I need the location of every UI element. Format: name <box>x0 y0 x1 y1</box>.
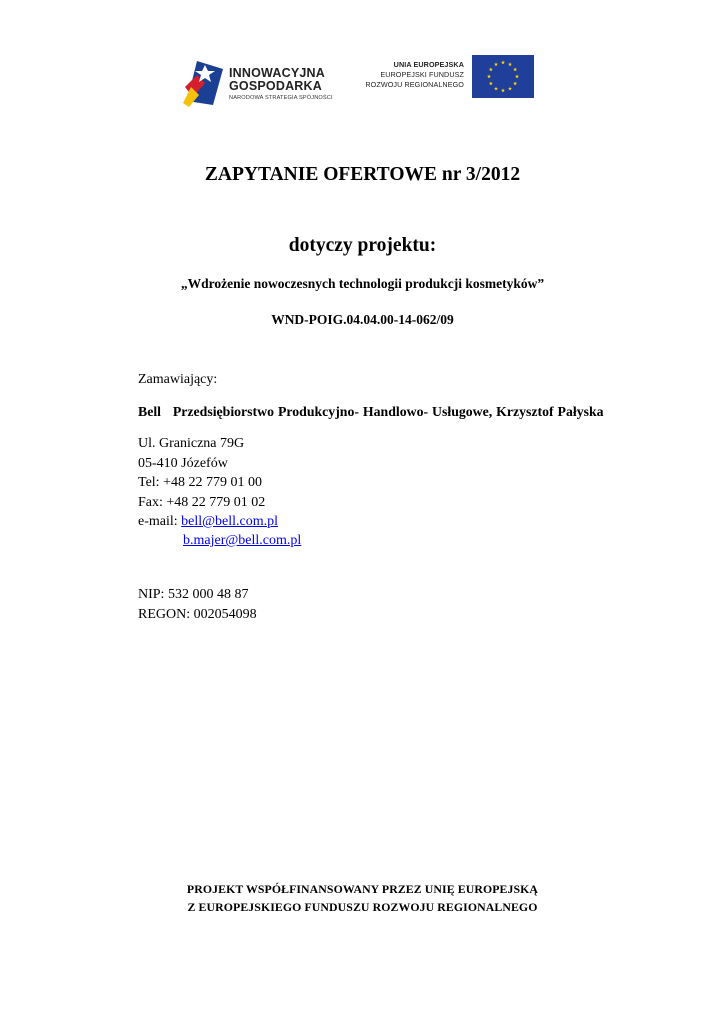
eu-logo-text <box>340 60 464 90</box>
innowacyjna-gospodarka-logo <box>183 57 348 109</box>
email-link-bell[interactable]: bell@bell.com.pl <box>181 514 279 529</box>
email-link-majer[interactable]: b.majer@bell.com.pl <box>183 533 302 548</box>
company-name <box>138 404 604 420</box>
phone-number: Tel: +48 22 779 01 00 <box>138 475 262 490</box>
project-name: „Wdrożenie nowoczesnych technologii produkcji kosmetyków” <box>180 276 545 291</box>
ig-logo-line2: GOSPODARKA <box>229 79 322 93</box>
document-title: ZAPYTANIE OFERTOWE nr 3/2012 <box>204 164 521 185</box>
regon-number: REGON: 002054098 <box>138 607 257 622</box>
footer-cofinancing <box>0 880 725 916</box>
company-full-name: Przedsiębiorstwo Produkcyjno- Handlowo- Usługowe, Krzysztof Pałyska <box>172 404 604 419</box>
company-short-name: Bell <box>138 404 161 419</box>
eu-logo-line3: ROZWOJU REGIONALNEGO <box>365 80 464 89</box>
footer-line1: PROJEKT WSPÓŁFINANSOWANY PRZEZ UNIĘ EUROPEJSKĄ <box>186 882 539 896</box>
ig-logo-line3: NARODOWA STRATEGIA SPÓJNOŚCI <box>229 95 333 101</box>
email-row-2 <box>183 533 301 549</box>
eu-logo-line1: UNIA EUROPEJSKA <box>393 60 464 69</box>
eu-flag-icon <box>472 55 534 98</box>
fax-number: Fax: +48 22 779 01 02 <box>138 495 266 510</box>
footer-line2: Z EUROPEJSKIEGO FUNDUSZU ROZWOJU REGIONALNEGO <box>187 900 538 914</box>
eu-logo-line2: EUROPEJSKI FUNDUSZ <box>380 70 464 79</box>
nip-number: NIP: 532 000 48 87 <box>138 587 249 602</box>
ig-logo-emblem <box>183 57 227 107</box>
ig-logo-line1: INNOWACYJNA <box>229 66 325 80</box>
address-city: 05-410 Józefów <box>138 456 228 471</box>
orderer-label: Zamawiający: <box>138 372 218 387</box>
email-label: e-mail: <box>138 514 178 529</box>
project-code: WND-POIG.04.04.00-14-062/09 <box>271 312 454 327</box>
address-street: Ul. Graniczna 79G <box>138 436 245 451</box>
document-subtitle: dotyczy projektu: <box>288 235 437 256</box>
email-row <box>138 514 278 530</box>
